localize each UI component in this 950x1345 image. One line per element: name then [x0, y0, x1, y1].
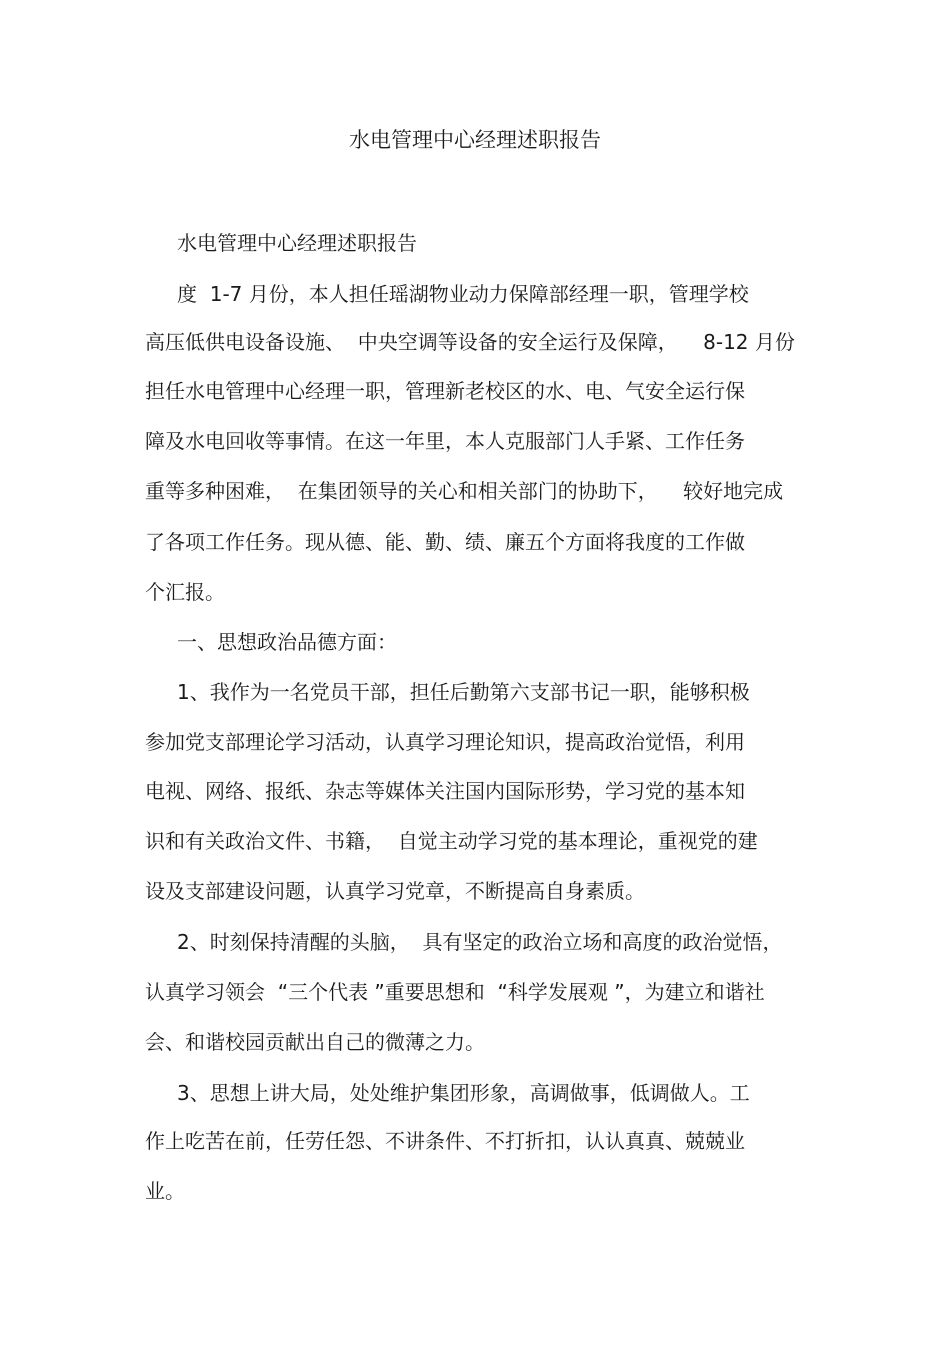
paragraph-line: 设及支部建设问题，认真学习党章，不断提高自身素质。 — [145, 879, 645, 903]
paragraph-line: 3、思想上讲大局，处处维护集团形象，高调做事，低调做人。工 — [177, 1081, 750, 1105]
paragraph-line: 高压低供电设备设施、 中央空调等设备的安全运行及保障， 8-12 月份 — [145, 330, 795, 354]
paragraph-line: 业。 — [145, 1179, 185, 1203]
paragraph-line: 参加党支部理论学习活动，认真学习理论知识，提高政治觉悟，利用 — [145, 730, 745, 754]
paragraph-line: 障及水电回收等事情。在这一年里，本人克服部门人手紧、工作任务 — [145, 429, 745, 453]
paragraph-line: 1、我作为一名党员干部，担任后勤第六支部书记一职，能够积极 — [177, 680, 750, 704]
paragraph-line: 重等多种困难， 在集团领导的关心和相关部门的协助下， 较好地完成 — [145, 479, 784, 503]
paragraph-line: 作上吃苦在前，任劳任怨、不讲条件、不打折扣，认认真真、兢兢业 — [145, 1129, 745, 1153]
paragraph-line: 电视、网络、报纸、杂志等媒体关注国内国际形势，学习党的基本知 — [145, 779, 745, 803]
paragraph-line: 了各项工作任务。现从德、能、勤、绩、廉五个方面将我度的工作做 — [145, 530, 745, 554]
document-title: 水电管理中心经理述职报告 — [349, 128, 601, 152]
paragraph-line: 度 1-7 月份，本人担任瑶湖物业动力保障部经理一职，管理学校 — [177, 282, 749, 306]
paragraph-line: 担任水电管理中心经理一职，管理新老校区的水、电、气安全运行保 — [145, 379, 745, 403]
paragraph-line: 会、和谐校园贡献出自己的微薄之力。 — [145, 1030, 485, 1054]
paragraph-line: 识和有关政治文件、书籍， 自觉主动学习党的基本理论，重视党的建 — [145, 829, 758, 853]
paragraph-line: 2、时刻保持清醒的头脑， 具有坚定的政治立场和高度的政治觉悟， — [177, 930, 783, 954]
subtitle-line: 水电管理中心经理述职报告 — [177, 231, 417, 255]
paragraph-line: 个汇报。 — [145, 580, 225, 604]
section-heading: 一、思想政治品德方面： — [177, 630, 397, 654]
paragraph-line: 认真学习领会 “三个代表 ”重要思想和 “科学发展观 ”，为建立和谐社 — [145, 980, 765, 1004]
